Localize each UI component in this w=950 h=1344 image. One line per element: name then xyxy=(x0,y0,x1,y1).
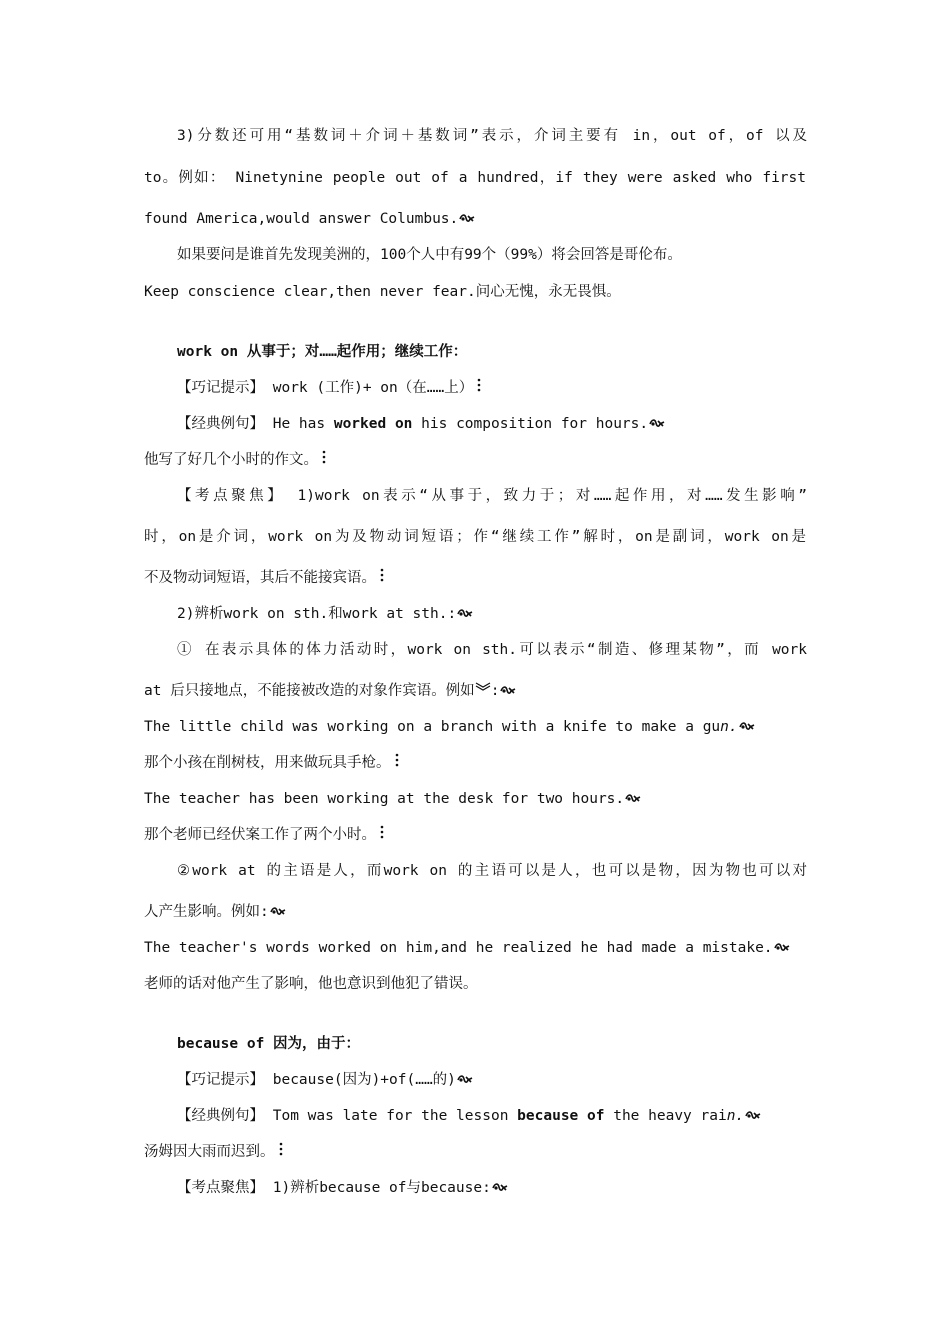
text: The teacher has been working at the desk for two hours. xyxy=(144,791,625,807)
translation-line xyxy=(144,825,384,845)
text: 2)辨析work on sth.和work at sth.: xyxy=(177,606,457,622)
text: 1)辨析because of与because: xyxy=(264,1180,491,1196)
text: The teacher's words worked on him,and he realized he had made a mistake. xyxy=(144,940,773,956)
scribble-mark-icon xyxy=(457,608,473,620)
text: 3)分数还可用“基数词＋介词＋基数词”表示，介词主要有 in，out of，of 以及 xyxy=(177,128,807,144)
focus-label: 【考点聚焦】 xyxy=(177,488,286,504)
paragraph-line xyxy=(177,861,807,881)
text: 人产生影响。例如: xyxy=(144,904,269,920)
scribble-mark-icon xyxy=(649,418,665,430)
example-line xyxy=(144,789,641,809)
paragraph-line xyxy=(177,245,682,265)
double-chevron-icon xyxy=(475,681,491,693)
text: 那个小孩在削树枝，用来做玩具手枪。 xyxy=(144,755,391,771)
keyword: because of xyxy=(517,1108,605,1124)
scribble-mark-icon xyxy=(625,793,641,805)
paragraph-line xyxy=(177,640,807,660)
paragraph-line xyxy=(144,527,806,547)
paragraph-line xyxy=(177,604,473,624)
text: the heavy rai xyxy=(604,1108,727,1124)
text: 不及物动词短语，其后不能接宾语。 xyxy=(144,570,376,586)
scribble-mark-icon xyxy=(457,1074,473,1086)
vertical-dots-icon xyxy=(380,825,384,839)
scribble-mark-icon xyxy=(745,1110,761,1122)
text: n. xyxy=(720,719,738,735)
paragraph-line xyxy=(144,209,475,229)
text: ②work at 的主语是人，而work on 的主语可以是人，也可以是物，因为物也可以对 xyxy=(177,863,807,879)
section-heading xyxy=(177,1034,360,1054)
tip-text: because(因为)+of(……的) xyxy=(264,1072,456,1088)
example-line xyxy=(144,717,755,737)
paragraph-line xyxy=(144,902,286,922)
translation-line xyxy=(144,1142,283,1162)
example-label: 【经典例句】 xyxy=(177,1108,264,1124)
paragraph-line xyxy=(144,168,806,188)
text: to。例如： Ninetynine people out of a hundred，if they were asked who first xyxy=(144,170,806,186)
example-label: 【经典例句】 xyxy=(177,416,264,432)
focus-line xyxy=(177,486,807,506)
scribble-mark-icon xyxy=(492,1182,508,1194)
vertical-dots-icon xyxy=(395,753,399,767)
focus-line xyxy=(177,1178,508,1198)
text: He has xyxy=(264,416,334,432)
scribble-mark-icon xyxy=(774,942,790,954)
vertical-dots-icon xyxy=(380,568,384,582)
example-line xyxy=(177,414,665,434)
text: 1)work on表示“从事于，致力于；对……起作用，对……发生影响” xyxy=(285,488,807,504)
text: The little child was working on a branch with a knife to make a gu xyxy=(144,719,721,735)
text: ① 在表示具体的体力活动时，work on sth.可以表示“制造、修理某物”，而 work xyxy=(177,642,807,658)
vertical-dots-icon xyxy=(477,378,481,392)
scribble-mark-icon xyxy=(270,906,286,918)
text: 汤姆因大雨而迟到。 xyxy=(144,1144,275,1160)
text: 老师的话对他产生了影响，他也意识到他犯了错误。 xyxy=(144,976,478,992)
tip-label: 【巧记提示】 xyxy=(177,1072,264,1088)
translation-line xyxy=(144,974,478,994)
example-line xyxy=(177,1106,761,1126)
keyword: worked on xyxy=(333,416,413,432)
scribble-mark-icon xyxy=(739,721,755,733)
text: at 后只接地点，不能接被改造的对象作宾语。例如 xyxy=(144,683,475,699)
tip-label: 【巧记提示】 xyxy=(177,380,264,396)
paragraph-line xyxy=(144,681,516,701)
translation-line xyxy=(144,450,326,470)
text: his composition for hours. xyxy=(412,416,649,432)
text: : xyxy=(490,683,500,699)
text: 那个老师已经伏案工作了两个小时。 xyxy=(144,827,376,843)
focus-label: 【考点聚焦】 xyxy=(177,1180,264,1196)
translation-line xyxy=(144,753,399,773)
text: 他写了好几个小时的作文。 xyxy=(144,452,318,468)
text: Tom was late for the lesson xyxy=(264,1108,518,1124)
text: Keep conscience clear,then never fear.问心无愧，永无畏惧。 xyxy=(144,284,621,300)
section-heading xyxy=(177,342,467,362)
example-line xyxy=(144,938,790,958)
vertical-dots-icon xyxy=(322,450,326,464)
scribble-mark-icon xyxy=(459,213,475,225)
paragraph-line xyxy=(144,568,384,588)
scribble-mark-icon xyxy=(500,685,516,697)
text: 如果要问是谁首先发现美洲的，100个人中有99个（99%）将会回答是哥伦布。 xyxy=(177,247,682,263)
text: found America,would answer Columbus. xyxy=(144,211,459,227)
paragraph-line xyxy=(144,282,621,302)
tip-text: work (工作)+ on（在……上） xyxy=(264,380,474,396)
text: n. xyxy=(726,1108,745,1124)
tip-line xyxy=(177,1070,473,1090)
vertical-dots-icon xyxy=(279,1142,283,1156)
text: 时，on是介词，work on为及物动词短语；作“继续工作”解时，on是副词，work on是 xyxy=(144,529,806,545)
paragraph-line xyxy=(177,126,807,146)
heading-text: work on 从事于；对……起作用；继续工作： xyxy=(177,344,468,360)
heading-text: because of 因为，由于： xyxy=(177,1036,361,1052)
tip-line xyxy=(177,378,481,398)
